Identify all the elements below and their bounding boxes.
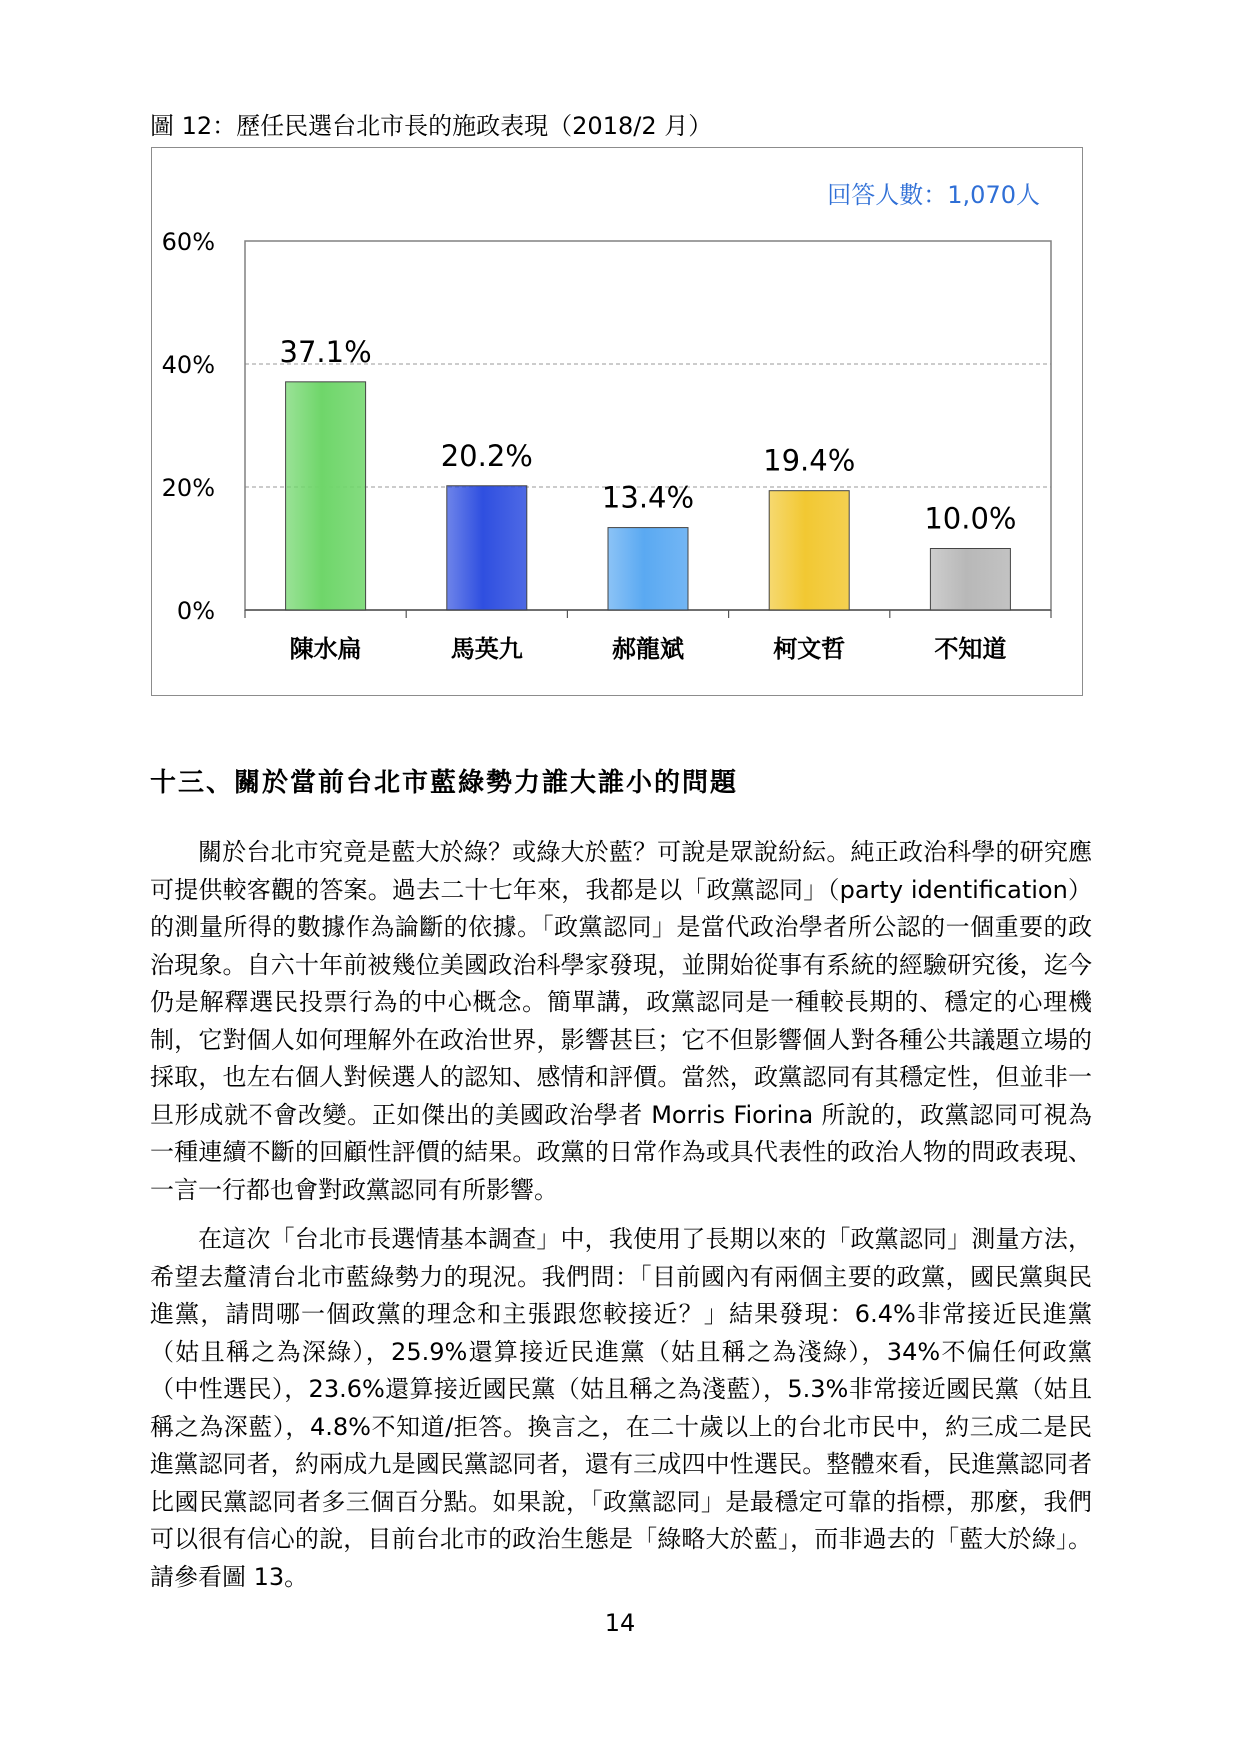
- paragraph-2: 在這次「台北市長選情基本調查」中，我使用了長期以來的「政黨認同」測量方法，希望去釐清台北市藍綠勢力的現況。我們問：「目前國內有兩個主要的政黨，國民黨與民進黨，請問哪一個政黨的理念和主張跟您較接近？」結果發現：6.4%非常接近民進黨（姑且稱之為深綠），25.9%還算接近民進黨（姑且稱之為淺綠），34%不偏任何政黨（中性選民），23.6%還算接近國民黨（姑且稱之為淺藍），5.3%非常接近國民黨（姑且稱之為深藍），4.8%不知道/拒答。換言之，在二十歲以上的台北市民中，約三成二是民進黨認同者，約兩成九是國民黨認同者，還有三成四中性選民。整體來看，民進黨認同者比國民黨認同者多三個百分點。如果說，「政黨認同」是最穩定可靠的指標，那麼，我們可以很有信心的說，目前台北市的政治生態是「綠略大於藍」，而非過去的「藍大於綠」。請參看圖 13。: [150, 1225, 1092, 1591]
- y-tick-label: 0%: [176, 597, 215, 625]
- bar-2: [447, 486, 527, 610]
- section-heading: 十三、關於當前台北市藍綠勢力誰大誰小的問題: [150, 768, 739, 798]
- data-label: 37.1%: [279, 334, 372, 369]
- category-label: 不知道: [934, 635, 1007, 663]
- paragraph-1: 關於台北市究竟是藍大於綠？或綠大於藍？可說是眾說紛紜。純正政治科學的研究應可提供較客觀的答案。過去二十七年來，我都是以「政黨認同」（party identification）的測量所得的數據作為論斷的依據。「政黨認同」是當代政治學者所公認的一個重要的政治現象。自六十年前被幾位美國政治科學家發現，並開始從事有系統的經驗研究後，迄今仍是解釋選民投票行為的中心概念。簡單講，政黨認同是一種較長期的、穩定的心理機制，它對個人如何理解外在政治世界，影響甚巨；它不但影響個人對各種公共議題立場的採取，也左右個人對候選人的認知、感情和評價。當然，政黨認同有其穩定性，但並非一旦形成就不會改變。正如傑出的美國政治學者 Morris Fiorina 所說的，政黨認同可視為一種連續不斷的回顧性評價的結果。政黨的日常作為或具代表性的政治人物的問政表現、一言一行都也會對政黨認同有所影響。: [150, 838, 1092, 1204]
- y-tick-label: 20%: [161, 474, 215, 502]
- bar-4: [769, 491, 849, 610]
- data-label: 19.4%: [763, 443, 856, 478]
- y-tick-label: 40%: [161, 351, 215, 379]
- y-tick-label: 60%: [161, 228, 215, 256]
- category-label: 馬英九: [450, 635, 523, 663]
- data-label: 20.2%: [440, 438, 533, 473]
- category-label: 郝龍斌: [612, 635, 684, 663]
- category-label: 陳水扁: [289, 635, 362, 663]
- page-number: 14: [604, 1609, 636, 1637]
- data-label: 13.4%: [601, 480, 695, 515]
- data-label: 10.0%: [924, 501, 1017, 536]
- bar-3: [608, 528, 688, 610]
- category-label: 柯文哲: [773, 635, 846, 663]
- bar-1: [286, 382, 366, 610]
- respondents-label: 回答人數：1,070人: [827, 181, 1040, 209]
- bar-5: [930, 549, 1010, 611]
- figure-caption: 圖 12：歷任民選台北市長的施政表現（2018/2 月）: [150, 112, 713, 140]
